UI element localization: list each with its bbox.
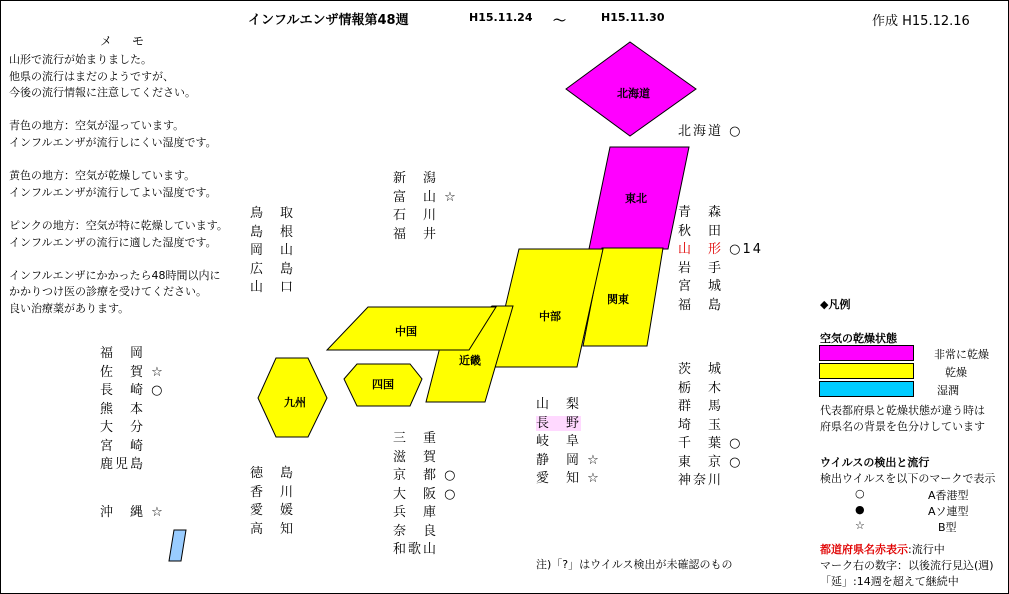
pref-name: 栃 木 [678,380,724,396]
pref-name: 新 潟 [393,171,439,186]
pref-list-kanto [678,361,743,491]
pref-row [678,454,743,473]
pref-row [678,435,743,454]
virus-mark: ○14 [729,242,764,257]
virus-label: B型 [938,521,957,534]
pref-row [678,472,743,491]
red-label: 都道府県名赤表示 [820,543,908,556]
pref-row [678,398,743,417]
pref-name: 静 岡 [536,452,582,468]
pref-name: 沖 縄 [100,505,146,520]
pref-row [678,241,763,260]
swatch-label: 乾燥 [945,366,967,379]
pref-row [393,207,458,226]
virus-mark: ☆ [587,452,601,468]
pref-row [536,415,601,434]
pref-list-hokuriku [393,170,458,244]
pref-row [393,541,458,560]
virus-mark: ○ [151,383,165,398]
pref-name: 鹿児島 [100,457,146,472]
swatch-humid [819,381,914,397]
label-chubu: 中部 [539,310,561,323]
pref-row [250,484,295,503]
pref-row [678,380,743,399]
virus-mark: ○ [729,436,743,451]
memo-line: インフルエンザにかかったら48時間以内に [9,268,221,282]
pref-name: 大 阪 [393,486,439,502]
pref-row [100,419,165,438]
virus-mark: ☆ [587,471,601,486]
virus-sub: 検出ウイルスを以下のマークで表示 [820,472,996,485]
pref-row [393,189,458,208]
virus-mark-b: ☆ [855,519,865,532]
pref-row [250,205,295,224]
virus-title: ウイルスの検出と流行 [820,456,930,469]
pref-list-kinki [393,430,458,560]
swatch-label: 湿潤 [937,384,959,397]
pref-row [678,260,763,279]
pref-row [100,364,165,383]
pref-row [100,382,165,401]
pref-list-shikoku [250,465,295,539]
pref-name: 茨 城 [678,362,724,377]
pref-name: 福 岡 [100,346,146,361]
pref-row [250,465,295,484]
humidity-title: 空気の乾燥状態 [820,332,897,345]
pref-name: 宮 崎 [100,438,146,454]
red-desc: :流行中 [908,543,945,556]
legend-ext-note: 「延」:14週を超えて継続中 [820,575,959,588]
pref-name: 熊 本 [100,401,146,417]
label-tohoku: 東北 [625,192,647,205]
label-chugoku: 中国 [395,325,417,338]
virus-mark: ○ [444,486,458,502]
pref-name: 高 知 [250,521,296,537]
pref-name-highlighted: 長 野 [536,415,582,431]
pref-row [393,226,458,245]
pref-row [678,223,763,242]
swatch-dry [819,363,914,379]
pref-row [393,486,458,505]
pref-row [678,297,763,316]
virus-mark: ○ [729,454,743,470]
label-kyushu: 九州 [284,396,306,409]
virus-label: Aソ連型 [928,505,969,518]
pref-name: 群 馬 [678,399,724,414]
pref-list-kyushu [100,345,165,475]
pref-name: 長 崎 [100,383,146,398]
virus-label: A香港型 [928,489,969,502]
legend-bg-note: 代表都府県と乾燥状態が違う時は [820,404,985,417]
pref-name: 京 都 [393,468,439,483]
pref-name-epidemic: 山 形 [678,242,724,257]
date-tilde: ～ [553,14,567,29]
pref-row [250,242,295,261]
legend-num-note: マーク右の数字：以後流行見込(週) [820,559,994,572]
pref-name: 神奈川 [678,473,724,488]
pref-name: 和歌山 [393,542,439,557]
memo-line: インフルエンザの流行に適した湿度です。 [9,235,217,249]
pref-row [250,224,295,243]
pref-row [536,396,601,415]
label-shikoku: 四国 [372,378,394,391]
pref-row [393,523,458,542]
pref-name: 福 島 [678,297,724,313]
pref-row [536,452,601,471]
virus-mark: ☆ [444,189,458,205]
legend-bg-note: 府県名の背景を色分けしています [820,420,985,433]
pref-row [393,449,458,468]
pref-name: 山 梨 [536,397,582,412]
pref-name: 東 京 [678,454,724,470]
pref-name: 宮 城 [678,279,724,294]
pref-name: 佐 賀 [100,364,146,380]
memo-line: 山形で流行が始まりました。 [9,53,152,66]
legend-heading: ◆凡例 [820,298,851,311]
swatch-very-dry [819,345,914,361]
date-to: H15.11.30 [601,11,665,24]
pref-list-tohoku [678,204,763,315]
pref-name: 富 山 [393,189,439,205]
pref-name: 鳥 取 [250,206,296,221]
virus-mark: ☆ [151,505,165,520]
pref-row [536,470,601,489]
pref-row [678,417,743,436]
memo-line: インフルエンザが流行しにくい湿度です。 [9,135,217,149]
pref-name: 青 森 [678,205,724,220]
pref-row [100,438,165,457]
pref-name: 大 分 [100,420,146,435]
memo-line: 青色の地方：空気が湿っています。 [9,119,185,133]
pref-name: 山 口 [250,280,296,295]
pref-name: 岩 手 [678,260,724,276]
label-kanto: 関東 [607,293,629,306]
memo-heading: メ モ [100,34,149,48]
pref-row [250,261,295,280]
pref-row [250,279,295,298]
pref-name: 徳 島 [250,466,296,481]
pref-row [250,502,295,521]
memo-line: インフルエンザが流行してよい湿度です。 [9,185,217,199]
pref-name: 岡 山 [250,243,296,258]
pref-hokkaido [678,120,743,139]
swatch-label: 非常に乾燥 [934,348,989,361]
pref-row [100,345,165,364]
memo-line: 良い治療薬があります。 [9,301,130,315]
pref-name: 香 川 [250,484,296,500]
pref-row [536,433,601,452]
pref-row [393,504,458,523]
label-kinki: 近畿 [459,354,481,367]
memo-line: 黄色の地方：空気が乾燥しています。 [9,169,196,183]
pref-name: 福 井 [393,226,439,242]
virus-mark-a-hongkong: ○ [855,487,865,500]
virus-mark: ○ [444,468,458,483]
pref-name: 愛 媛 [250,503,296,518]
pref-name: 広 島 [250,261,296,277]
pref-name: 秋 田 [678,223,724,239]
pref-row [393,170,458,189]
memo-line: かかりつけ医の診療を受けてください。 [9,285,207,299]
pref-row [250,521,295,540]
pref-row [678,361,743,380]
pref-name: 島 根 [250,224,296,240]
date-from: H15.11.24 [469,11,533,24]
pref-okinawa [100,501,165,520]
pref-name: 奈 良 [393,523,439,539]
pref-list-chugoku [250,205,295,298]
memo-line: 他県の流行はまだのようですが、 [9,69,174,83]
pref-row [678,204,763,223]
memo-line: 今後の流行情報に注意してください。 [9,86,196,100]
pref-name: 三 重 [393,431,439,446]
pref-name: 石 川 [393,208,439,223]
pref-name: 愛 知 [536,471,582,486]
pref-row [393,430,458,449]
virus-mark: ○ [729,124,743,139]
pref-name: 千 葉 [678,436,724,451]
virus-mark-a-soviet: ● [855,503,865,516]
pref-name: 岐 阜 [536,434,582,449]
pref-row [100,401,165,420]
pref-row [678,278,763,297]
legend-red-row [820,541,945,557]
region-okinawa [169,530,186,561]
pref-list-chubu [536,396,601,489]
created-date: 作成 H15.12.16 [872,14,970,29]
pref-name: 兵 庫 [393,505,439,520]
label-hokkaido: 北海道 [617,87,650,100]
pref-row [100,456,165,475]
virus-note: 注)「?」はウイルス検出が未確認のもの [536,558,733,571]
page-title: インフルエンザ情報第48週 [248,13,409,28]
pref-name: 埼 玉 [678,417,724,433]
pref-name: 滋 賀 [393,449,439,465]
pref-name: 北海道 [678,124,724,139]
memo-line: ピンクの地方：空気が特に乾燥しています。 [9,218,228,232]
virus-mark: ☆ [151,364,165,380]
pref-row [393,467,458,486]
